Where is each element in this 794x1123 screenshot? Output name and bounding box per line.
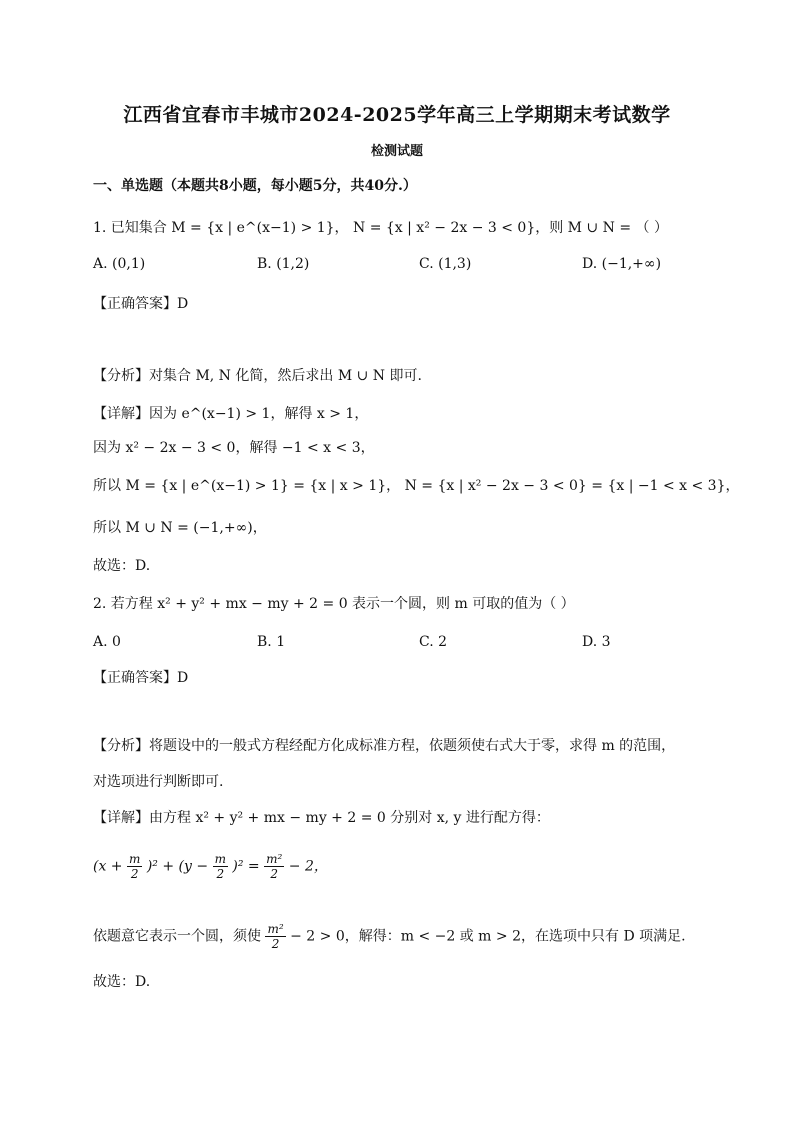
formula-part: (x + [93,858,123,875]
q2-completed-square-formula [93,852,328,881]
q2-detail-line-1: 【详解】由方程 x² + y² + mx − my + 2 = 0 分别对 x, y 进行配方得： [93,810,550,826]
section-heading: 一、单选题（本题共8小题，每小题5分，共40分.） [93,178,417,194]
fraction-denominator: 2 [130,867,139,881]
fraction [265,922,285,951]
q1-detail-line-1: 【详解】因为 e^(x−1) > 1，解得 x > 1， [93,406,369,422]
q2-analysis-line-2: 对选项进行判断即可. [93,774,224,790]
q2-option-a: A. 0 [93,634,121,650]
q1-option-d: D. (−1,+∞) [582,256,662,272]
fraction [213,852,228,881]
q1-stem: 1. 已知集合 M = {x | e^(x−1) > 1}， N = {x | x² − 2x − 3 < 0}，则 M ∪ N = （ ） [93,220,668,236]
q1-conclusion: 故选：D. [93,558,151,574]
fraction-numerator: m [214,852,226,866]
formula-part: − 2， [288,858,328,875]
q1-detail-line-3: 所以 M = {x | e^(x−1) > 1} = {x | x > 1}， N = {x | x² − 2x − 3 < 0} = {x | −1 < x < 3}， [93,478,740,494]
q1-option-b: B. (1,2) [257,256,310,272]
q1-analysis: 【分析】对集合 M, N 化简，然后求出 M ∪ N 即可. [93,368,422,384]
fraction [127,852,142,881]
q2-option-d: D. 3 [582,634,611,650]
q2-answer: 【正确答案】D [93,670,189,686]
q1-detail-line-4: 所以 M ∪ N = (−1,+∞)， [93,520,267,536]
document-title: 江西省宜春市丰城市2024-2025学年高三上学期期末考试数学 [123,104,671,126]
q2-analysis-line-1: 【分析】将题设中的一般式方程经配方化成标准方程，依题须使右式大于零，求得 m 的范围， [93,738,676,754]
fraction-numerator: m² [266,852,283,866]
q2-conclusion: 故选：D. [93,974,151,990]
formula-part: )² + (y − [146,858,209,875]
q2-option-b: B. 1 [257,634,286,650]
q2-detail-line-2 [93,922,686,951]
document-subtitle: 检测试题 [370,144,423,159]
fraction-denominator: 2 [271,937,280,951]
q2-stem: 2. 若方程 x² + y² + mx − my + 2 = 0 表示一个圆，则 m 可取的值为（ ） [93,596,575,612]
fraction-denominator: 2 [270,867,279,881]
q1-detail-line-2: 因为 x² − 2x − 3 < 0，解得 −1 < x < 3， [93,440,375,456]
q2-option-c: C. 2 [419,634,448,650]
fraction [264,852,284,881]
q1-option-c: C. (1,3) [419,256,472,272]
fraction-numerator: m² [267,922,284,936]
text-segment: 依题意它表示一个圆，须使 [93,928,261,945]
q1-answer: 【正确答案】D [93,296,189,312]
fraction-numerator: m [129,852,141,866]
fraction-denominator: 2 [216,867,225,881]
formula-part: )² = [232,858,260,875]
q1-option-a: A. (0,1) [93,256,146,272]
text-segment: − 2 > 0，解得：m < −2 或 m > 2，在选项中只有 D 项满足. [290,928,686,945]
